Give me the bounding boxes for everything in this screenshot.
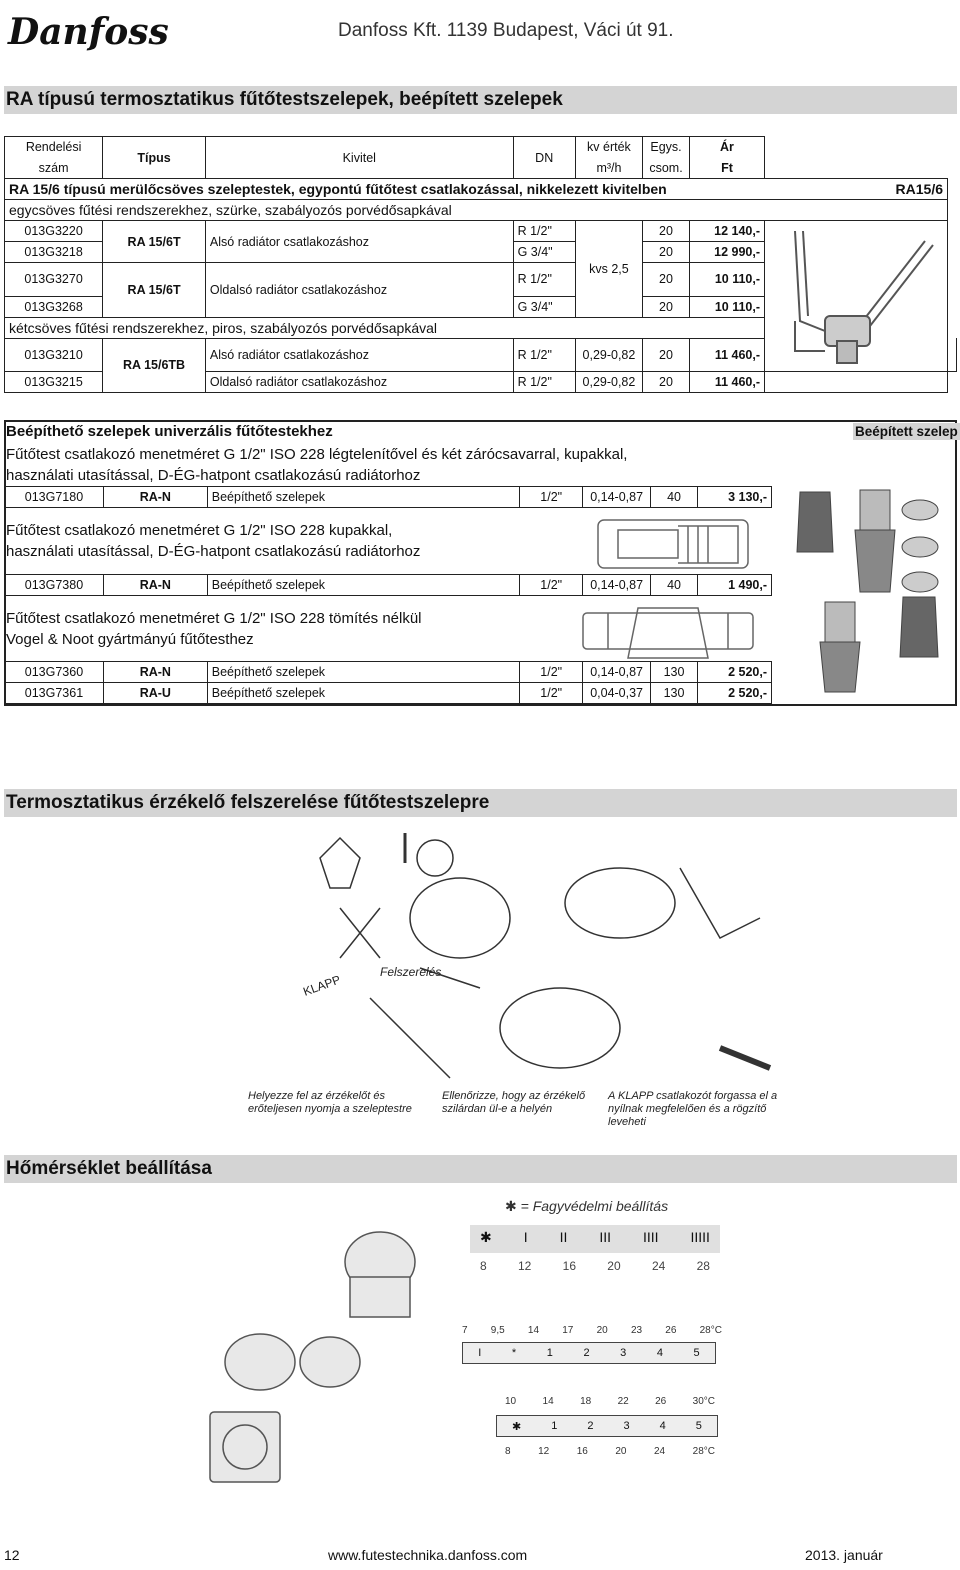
type-cell: RA 15/6TB [103,338,206,393]
section-title-builtin: Beépíthető szelepek univerzális fűtőtestekhez [6,423,333,440]
col-price-2: Ft [689,158,764,179]
builtin-tag: Beépített szelep [855,424,958,439]
col-unit-2: csom. [643,158,690,179]
builtin-table-1 [4,486,772,508]
table-row: 013G3218 G 3/4" 20 12 990,- [5,242,957,263]
subgroup-one: egycsöves fűtési rendszerekhez, szürke, szabályozós porvédősapkával [5,200,948,221]
col-dn: DN [513,137,575,179]
danfoss-logo [6,6,169,56]
valve-image-cell [765,221,948,372]
subgroup-two: kétcsöves fűtési rendszerekhez, piros, szabályozós porvédősapkával [5,317,765,338]
group-code: RA15/6 [765,179,948,200]
label-felszereles: Felszerelés [380,965,442,979]
kvs-cell: kvs 2,5 [575,221,642,318]
caption-2: Ellenőrizze, hogy az érzékelő szilárdan ül-e a helyén [442,1090,586,1115]
svg-text:Danfoss: Danfoss [8,11,169,53]
type-cell: RA 15/6T [103,221,206,263]
col-order-2: szám [5,158,103,179]
builtin-desc-1: Fűtőtest csatlakozó menetméret G 1/2" ISO 228 légtelenítővel és két zárócsavarral, kupakkal, használati utasítással, D-ÉG-hatpont csatlakozású radiátorhoz [6,446,628,484]
table-row: 013G7360 RA-N Beépíthető szelepek 1/2" 0,14-0,87 130 2 520,- [5,662,772,683]
col-design: Kivitel [205,137,513,179]
caption-1: Helyezze fel az érzékelőt és erőteljesen nyomja a szeleptestre [248,1090,412,1115]
table-row: 013G7361 RA-U Beépíthető szelepek 1/2" 0,04-0,37 130 2 520,- [5,683,772,704]
header-address: Danfoss Kft. 1139 Budapest, Váci út 91. [338,20,674,41]
table-row: 013G3210 RA 15/6TB Alsó radiátor csatlakozáshoz R 1/2" 0,29-0,82 20 11 460,- [5,338,957,372]
table-row: 013G3220 RA 15/6T Alsó radiátor csatlakozáshoz R 1/2" kvs 2,5 20 12 140,- [5,221,957,242]
scale-numbers-3: 10 14 18 22 26 30°C [505,1396,715,1407]
valve-products-icon [785,482,955,702]
col-unit-1: Egys. [643,137,690,158]
table-row: 013G3268 G 3/4" 20 10 110,- [5,296,957,317]
section-title-temperature: Hőmérséklet beállítása [4,1155,957,1183]
table-row: 013G7180 RA-N Beépíthető szelepek 1/2" 0,14-0,87 40 3 130,- [5,487,772,508]
design-cell: Oldalsó radiátor csatlakozáshoz [205,263,513,318]
footer-url: www.futestechnika.danfoss.com [328,1547,528,1563]
design-cell: Alsó radiátor csatlakozáshoz [205,221,513,263]
group-title: RA 15/6 típusú merülőcsöves szeleptestek, egypontú fűtőtest csatlakozással, nikkelezett kivitelben [5,179,765,200]
thermostat-heads-icon [200,1222,450,1482]
table-row: 013G3215 Oldalsó radiátor csatlakozáshoz R 1/2" 0,29-0,82 20 11 460,- [5,372,957,393]
table-row: 013G3270 RA 15/6T Oldalsó radiátor csatlakozáshoz R 1/2" 20 10 110,- [5,263,957,297]
label-klapp: KLAPP [301,972,343,999]
col-kv-2: m³/h [575,158,642,179]
frost-note: ✱ = Fagyvédelmi beállítás [505,1198,669,1214]
scale-numbers-2: 7 9,5 14 17 20 23 26 28°C [462,1325,722,1336]
ra-valve-table [4,136,957,393]
type-cell: RA 15/6T [103,263,206,318]
footer-date: 2013. január [805,1547,883,1563]
table-header-row [5,137,957,158]
builtin-desc-2: Fűtőtest csatlakozó menetméret G 1/2" ISO 228 kupakkal, használati utasítással, D-ÉG-hatpont csatlakozású radiátorhoz [6,522,421,560]
section-title-mounting: Termosztatikus érzékelő felszerelése fűtőtestszelepre [4,789,957,817]
caption-3: A KLAPP csatlakozót forgassa el a nyílnak megfelelően és a rögzítő leveheti [608,1090,778,1128]
builtin-desc-3: Fűtőtest csatlakozó menetméret G 1/2" ISO 228 tömítés nélkül Vogel & Noot gyártmányú fűtőtesthez [6,610,422,648]
valve-icon [765,221,945,371]
col-order-1: Rendelési [5,137,103,158]
page-number: 12 [4,1547,20,1563]
scale-bar-2: I * 1 2 3 4 5 [462,1342,716,1364]
scale-numbers-4: 8 12 16 20 24 28°C [505,1446,715,1457]
snowflake-icon: ✱ [505,1198,521,1214]
col-type: Típus [103,137,206,179]
scale-symbols-1: ✱ I II III IIII IIIII [480,1229,710,1245]
scale-bar-3: ✱ 1 2 3 4 5 [496,1415,718,1437]
col-price-1: Ár [689,137,764,158]
section-title-ra: RA típusú termosztatikus fűtőtestszelepek, beépített szelepek [4,86,957,114]
valve-drawing-icon [578,508,768,688]
col-kv-1: kv érték [575,137,642,158]
table-row: 013G7380 RA-N Beépíthető szelepek 1/2" 0,14-0,87 40 1 490,- [5,575,772,596]
scale-numbers-1: 8 12 16 20 24 28 [480,1259,710,1273]
